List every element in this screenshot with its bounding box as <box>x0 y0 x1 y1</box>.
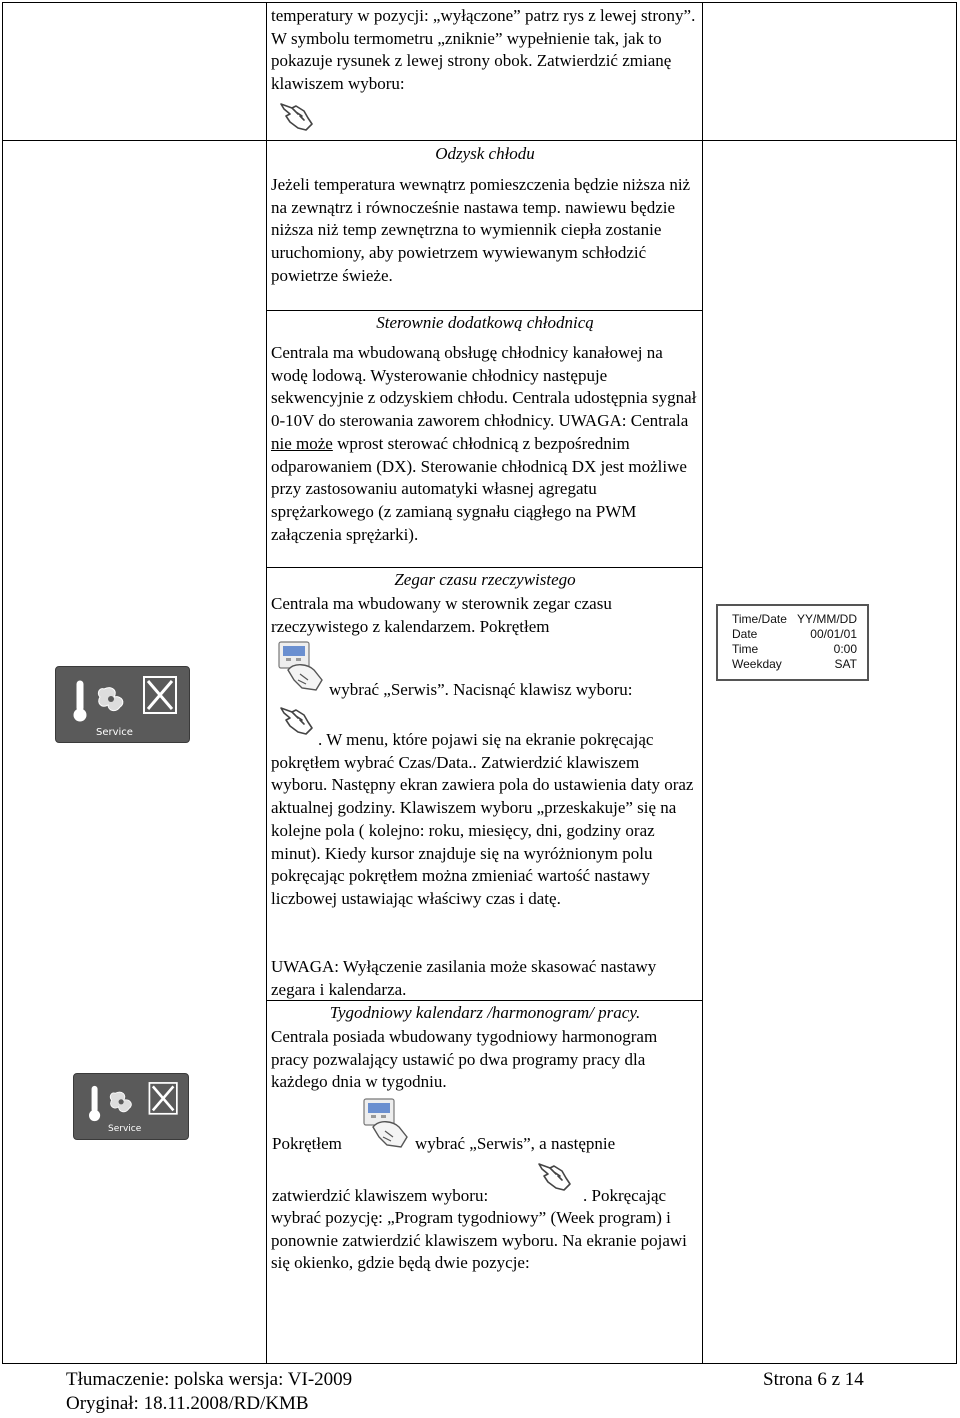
lcd-row-value: YY/MM/DD <box>797 612 857 626</box>
intro-paragraph: temperatury w pozycji: „wyłączone” patrz rys z lewej strony”. W symbolu termometru „zniknie” wypełnienie tak, jak to pokazuje rysunek z lewej strony obok. Zatwierdzić zmianę klawiszem wyboru: <box>271 6 696 94</box>
additional-cooler-paragraph: Centrala ma wbudowaną obsługę chłodnicy kanałowej na wodę lodową. Wysterowanie chłodnicy następuje sekwencyjnie z odzyskiem chłodu. Centrala udostępnia sygnał 0-10V do sterowania zaworem chłodnicy. UWAGA: Centrala nie może wprost sterować chłodnicą z bezpośrednim odparowaniem (DX). Sterowanie chłodnicą DX jest możliwe przy zastosowaniu automatyki własnej agregatu sprężarkowego (z zamianą sygnału ciągłego na PWM załączenia sprężarki). <box>271 343 697 544</box>
row-divider <box>266 567 703 568</box>
lcd-row-label: Time <box>732 642 759 656</box>
lcd-time-date-display <box>716 604 869 681</box>
weekly-confirm-suffix: . Pokręcając <box>583 1186 667 1205</box>
cooling-recovery-paragraph: Jeżeli temperatura wewnątrz pomieszczenia będzie niższa niż na zewnątrz i równocześnie nastawa temp. nawiewu będzie niższa niż temp zewnętrzna to wymiennik ciepła zostanie uruchomiony, aby powietrzem wywiewanym schłodzić powietrze świeże. <box>271 175 691 285</box>
footer-page-number: Strona 6 z 14 <box>763 1369 864 1390</box>
column-divider-right <box>702 2 703 1364</box>
section-heading-additional-cooler: Sterownie dodatkową chłodnicą <box>376 313 594 332</box>
section-heading-cooling-recovery: Odzysk chłodu <box>435 144 535 163</box>
clock-select-service-text: wybrać „Serwis”. Nacisnąć klawisz wyboru: <box>329 680 633 699</box>
clock-warning-paragraph: UWAGA: Wyłączenie zasilania może skasować nastawy zegara i kalendarza. <box>271 957 657 999</box>
lcd-row-value: 00/01/01 <box>810 627 857 641</box>
row-divider <box>266 310 703 311</box>
weekly-paragraph-1: Centrala posiada wbudowany tygodniowy harmonogram pracy pozwalający ustawić po dwa programy pracy dla każdego dnia w tygodniu. <box>271 1027 658 1092</box>
press-button-hand-icon <box>536 1160 574 1192</box>
weekly-paragraph-2: wybrać pozycję: „Program tygodniowy” (Week program) i ponownie zatwierdzić klawiszem wyboru. Na ekranie pojawi się okienko, gdzie będą dwie pozycje: <box>271 1208 687 1273</box>
section-heading-weekly-schedule: Tygodniowy kalendarz /harmonogram/ pracy. <box>329 1003 641 1022</box>
press-button-hand-icon <box>278 100 316 132</box>
knob-hand-icon <box>360 1097 412 1149</box>
section-heading-real-time-clock: Zegar czasu rzeczywistego <box>394 570 576 589</box>
column-divider-left <box>266 2 267 1364</box>
service-label: Service <box>96 727 133 738</box>
clock-paragraph-3: . W menu, które pojawi się na ekranie pokręcając pokrętłem wybrać Czas/Data.. Zatwierdzić klawiszem wyboru. Następny ekran zawiera pola do ustawienia daty oraz aktualnej godziny. Klawiszem wyboru „przeskakuje” się na kolejne pola ( kolejno: roku, miesięcy, dni, godziny oraz minut). Kiedy kursor znajduje się na wyróżnionym polu pokręcając pokrętłem można zmieniać wartość nastawy liczbowej ustawiając właściwy czas i datę. <box>271 730 694 908</box>
weekly-confirm-prefix: zatwierdzić klawiszem wyboru: <box>272 1186 489 1205</box>
lcd-row-value: SAT <box>834 657 857 671</box>
service-menu-icon <box>55 666 190 743</box>
row-divider <box>2 140 957 141</box>
clock-paragraph-1: Centrala ma wbudowany w sterownik zegar czasu rzeczywistego z kalendarzem. Pokrętłem <box>271 594 612 636</box>
lcd-row-label: Weekday <box>732 657 782 671</box>
lcd-row-label: Date <box>732 627 758 641</box>
weekly-knob-suffix: wybrać „Serwis”, a następnie <box>415 1134 616 1153</box>
weekly-knob-prefix: Pokrętłem <box>272 1134 342 1153</box>
lcd-row-value: 0:00 <box>833 642 857 656</box>
knob-hand-icon <box>276 640 326 692</box>
service-menu-icon <box>73 1073 189 1140</box>
footer-translation: Tłumaczenie: polska wersja: VI-2009 <box>66 1369 353 1390</box>
service-label: Service <box>108 1124 142 1134</box>
underlined-warning: nie może <box>271 433 333 453</box>
footer-original: Oryginał: 18.11.2008/RD/KMB <box>66 1393 309 1414</box>
lcd-row-label: Time/Date <box>732 612 787 626</box>
